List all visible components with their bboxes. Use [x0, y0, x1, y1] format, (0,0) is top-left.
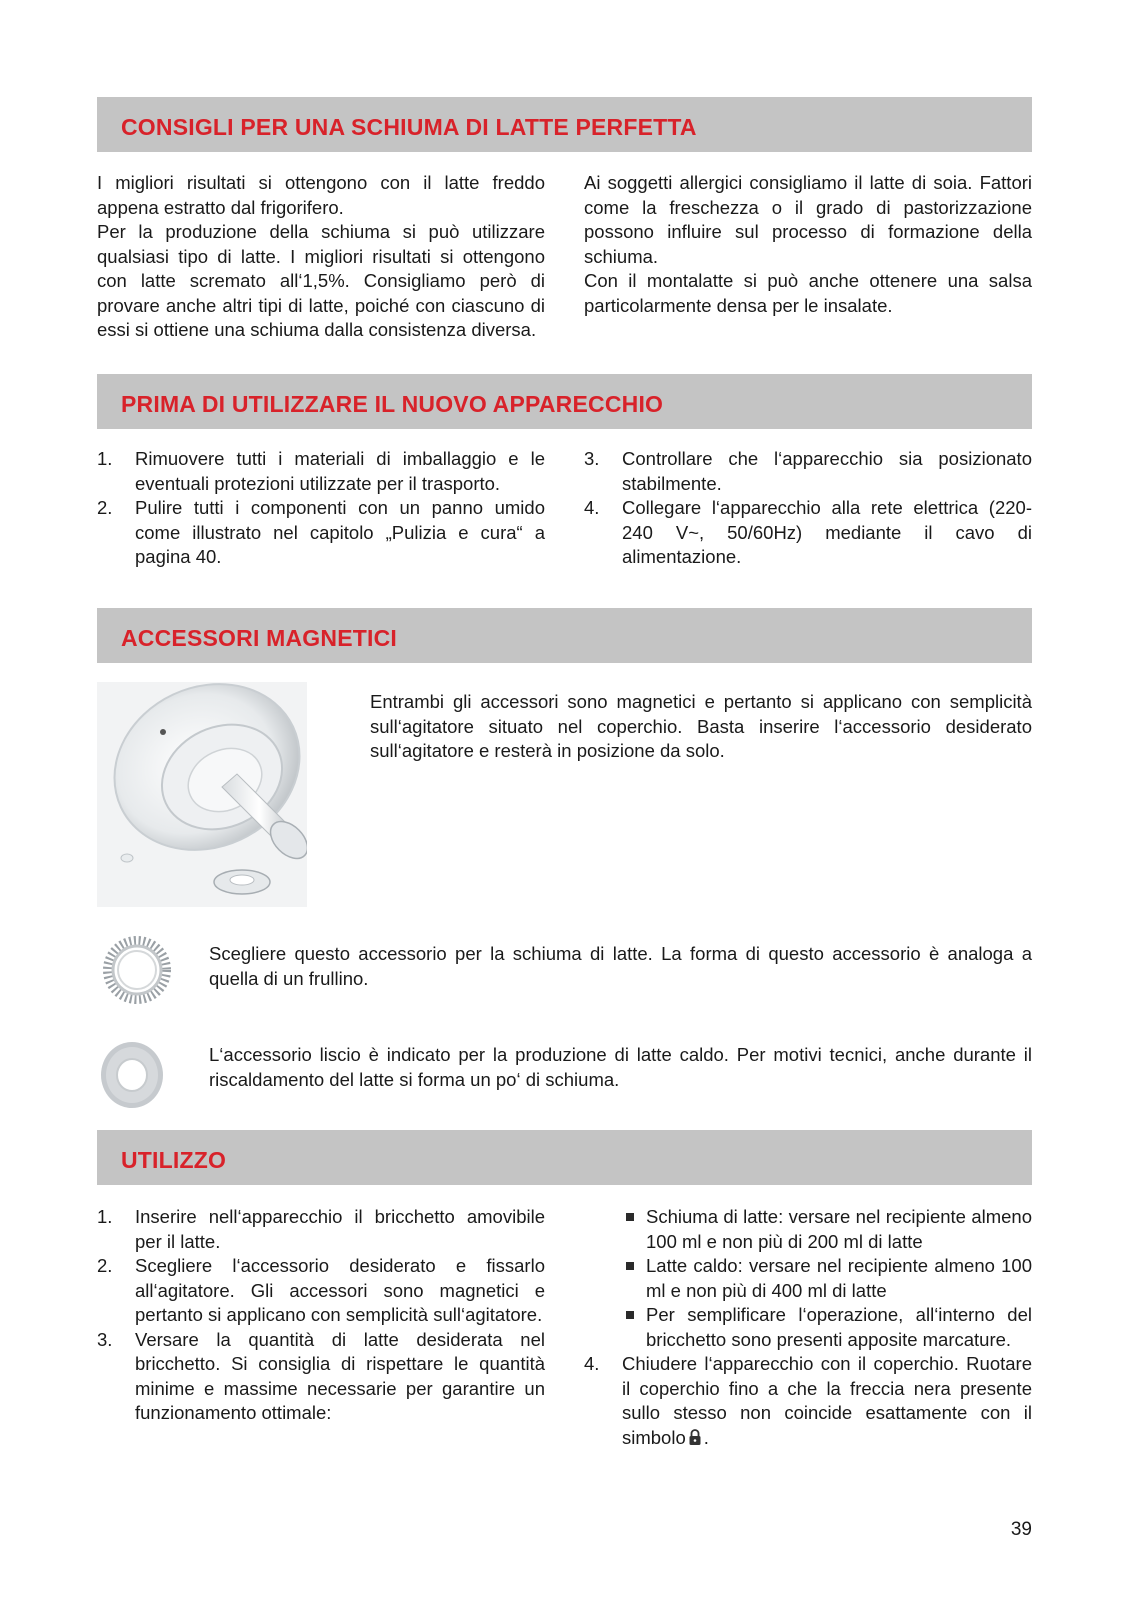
paragraph: Con il montalatte si può anche ottenere una salsa particolarmente densa per le insalate. [584, 270, 1032, 316]
paragraph: Ai soggetti allergici consigliamo il latte di soia. Fattori come la freschezza o il grado di pastorizzazione possono influire sul processo di formazione della schiuma. [584, 172, 1032, 267]
whisk-accessory-icon [97, 930, 177, 1010]
prima-right-column [584, 447, 1032, 570]
section-title: UTILIZZO [121, 1147, 227, 1174]
prima-left-column [97, 447, 545, 570]
bullet-item: Latte caldo: versare nel recipiente almeno 100 ml e non più di 400 ml di latte [584, 1254, 1032, 1303]
list-item: 3. Controllare che l‘apparecchio sia posizionato stabilmente. [584, 448, 1032, 494]
square-bullet-icon [626, 1262, 634, 1270]
list-item: 2. Scegliere l‘accessorio desiderato e fissarlo all‘agitatore. Gli accessori sono magnetici e pertanto si applicano con semplicità sull‘agitatore. [97, 1255, 545, 1325]
section-header-utilizzo [97, 1130, 1032, 1185]
smooth-accessory-text: L‘accessorio liscio è indicato per la produzione di latte caldo. Per motivi tecnici, anche durante il riscaldamento del latte si forma un po‘ di schiuma. [209, 1044, 1032, 1090]
section-title: PRIMA DI UTILIZZARE IL NUOVO APPARECCHIO [121, 391, 664, 418]
list-item: 1. Rimuovere tutti i materiali di imballaggio e le eventuali protezioni utilizzate per il trasporto. [97, 448, 545, 494]
smooth-accessory-icon [97, 1036, 167, 1114]
utilizzo-right-column [584, 1205, 1032, 1450]
section-title: CONSIGLI PER UNA SCHIUMA DI LATTE PERFETTA [121, 114, 697, 141]
utilizzo-left-column [97, 1205, 545, 1426]
page-number: 39 [1010, 1519, 1032, 1540]
consigli-left-column [97, 171, 545, 343]
section-header-prima [97, 374, 1032, 429]
lid-agitator-illustration [97, 682, 307, 907]
bullet-item: Per semplificare l‘operazione, all‘interno del bricchetto sono presenti apposite marcature. [584, 1303, 1032, 1352]
list-item: 1. Inserire nell‘apparecchio il bricchetto amovibile per il latte. [97, 1206, 545, 1252]
accessori-intro: Entrambi gli accessori sono magnetici e pertanto si applicano con semplicità sull‘agitatore situato nel coperchio. Basta inserire l‘accessorio desiderato sull‘agitatore e resterà in posizione da solo. [370, 691, 1032, 761]
square-bullet-icon [626, 1311, 634, 1319]
list-item: 4. Chiudere l‘apparecchio con il coperchio. Ruotare il coperchio fino a che la freccia nera presente sullo stesso non coincide esattamente con il simbolo . [584, 1353, 1032, 1448]
list-item: 2. Pulire tutti i componenti con un panno umido come illustrato nel capitolo „Pulizia e cura“ a pagina 40. [97, 497, 545, 567]
list-item: 4. Collegare l‘apparecchio alla rete elettrica (220-240 V~, 50/60Hz) mediante il cavo di alimentazione. [584, 497, 1032, 567]
paragraph: Per la produzione della schiuma si può utilizzare qualsiasi tipo di latte. I migliori risultati si ottengono con latte scremato all‘1,5%. Consigliamo però di provare anche altri tipi di latte, poiché con ciascuno di essi si ottiene una schiuma dalla consistenza diversa. [97, 221, 545, 340]
whisk-accessory-text: Scegliere questo accessorio per la schiuma di latte. La forma di questo accessorio è analoga a quella di un frullino. [209, 943, 1032, 989]
lock-icon [688, 1428, 702, 1446]
list-item: 3. Versare la quantità di latte desiderata nel bricchetto. Si consiglia di rispettare le quantità minime e massime necessarie per garantire un funzionamento ottimale: [97, 1328, 545, 1423]
section-header-accessori [97, 608, 1032, 663]
bullet-item: Schiuma di latte: versare nel recipiente almeno 100 ml e non più di 200 ml di latte [584, 1205, 1032, 1254]
paragraph: I migliori risultati si ottengono con il latte freddo appena estratto dal frigorifero. [97, 172, 545, 218]
section-header-consigli [97, 97, 1032, 152]
section-title: ACCESSORI MAGNETICI [121, 625, 397, 652]
consigli-right-column [584, 171, 1032, 318]
square-bullet-icon [626, 1213, 634, 1221]
